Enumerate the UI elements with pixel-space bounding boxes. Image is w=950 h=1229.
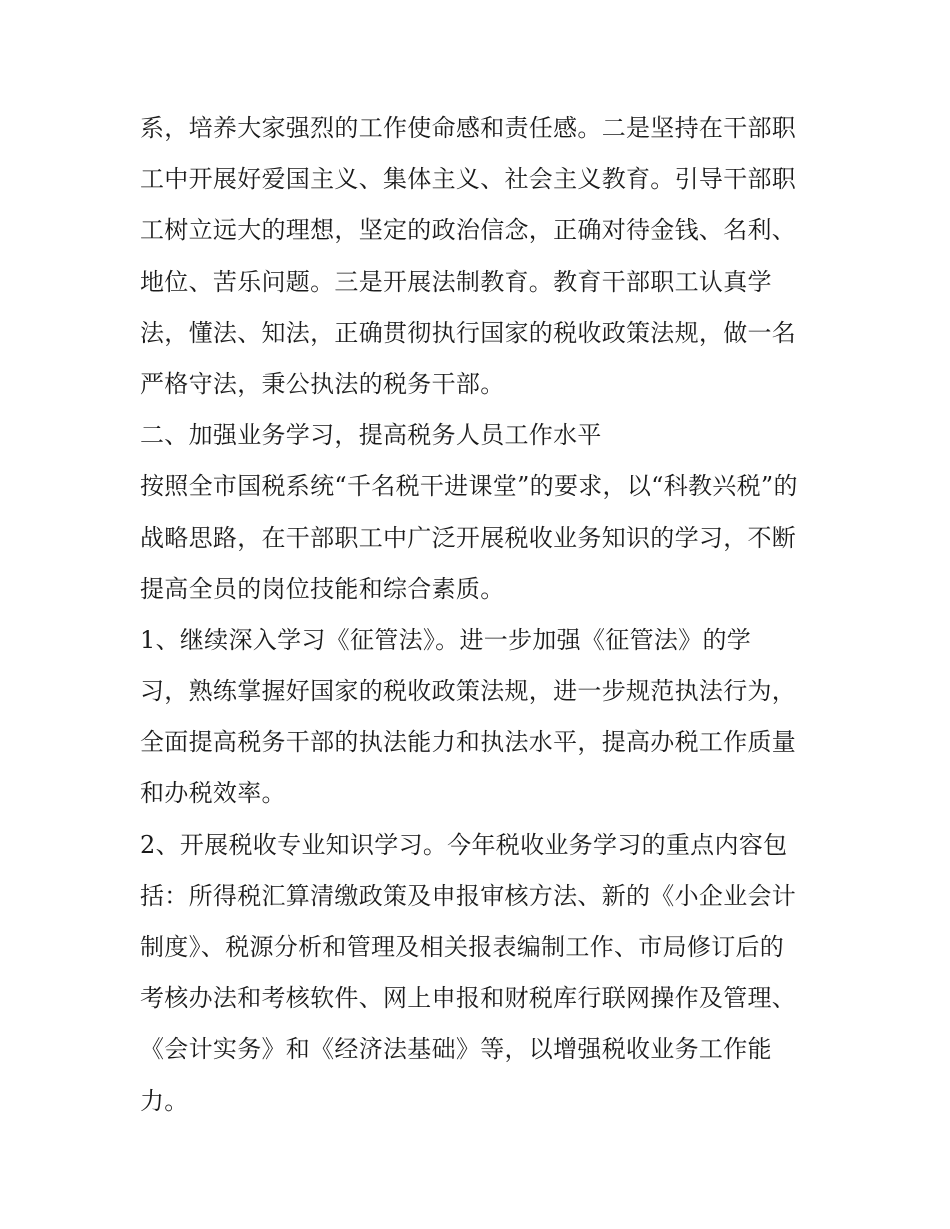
text-line: 工树立远大的理想，坚定的政治信念，正确对待金钱、名利、 (140, 216, 797, 245)
text-line: 法，懂法、知法，正确贯彻执行国家的税收政策法规，做一名 (140, 318, 797, 347)
text-line: 严格守法，秉公执法的税务干部。 (140, 369, 505, 398)
text-line: 《会计实务》和《经济法基础》等，以增强税收业务工作能 (140, 1035, 772, 1064)
text-line: 战略思路，在干部职工中广泛开展税收业务知识的学习，不断 (140, 523, 797, 552)
section-heading: 二、加强业务学习，提高税务人员工作水平 (140, 421, 602, 450)
text-line: 和办税效率。 (140, 779, 286, 808)
text-line: 制度》、税源分析和管理及相关报表编制工作、市局修订后的 (140, 933, 785, 961)
text-line: 全面提高税务干部的执法能力和执法水平，提高办税工作质量 (140, 728, 797, 757)
list-item-1-line: 1、继续深入学习《征管法》。进一步加强《征管法》的学 (140, 625, 752, 654)
text-line: 力。 (140, 1086, 189, 1115)
document-body (140, 103, 830, 1127)
text-line: 考核办法和考核软件、网上申报和财税库行联网操作及管理、 (140, 984, 797, 1013)
text-line: 括：所得税汇算清缴政策及申报审核方法、新的《小企业会计 (140, 881, 797, 910)
text-line: 地位、苦乐问题。三是开展法制教育。教育干部职工认真学 (140, 267, 772, 296)
text-line: 按照全市国税系统“千名税干进课堂”的要求，以“科教兴税”的 (140, 472, 798, 501)
list-item-2-line: 2、开展税收专业知识学习。今年税收业务学习的重点内容包 (140, 830, 788, 859)
text-line: 系，培养大家强烈的工作使命感和责任感。二是坚持在干部职 (140, 114, 797, 142)
text-line: 习，熟练掌握好国家的税收政策法规，进一步规范执法行为， (140, 677, 797, 706)
text-line: 工中开展好爱国主义、集体主义、社会主义教育。引导干部职 (140, 165, 797, 194)
text-line: 提高全员的岗位技能和综合素质。 (140, 574, 505, 603)
